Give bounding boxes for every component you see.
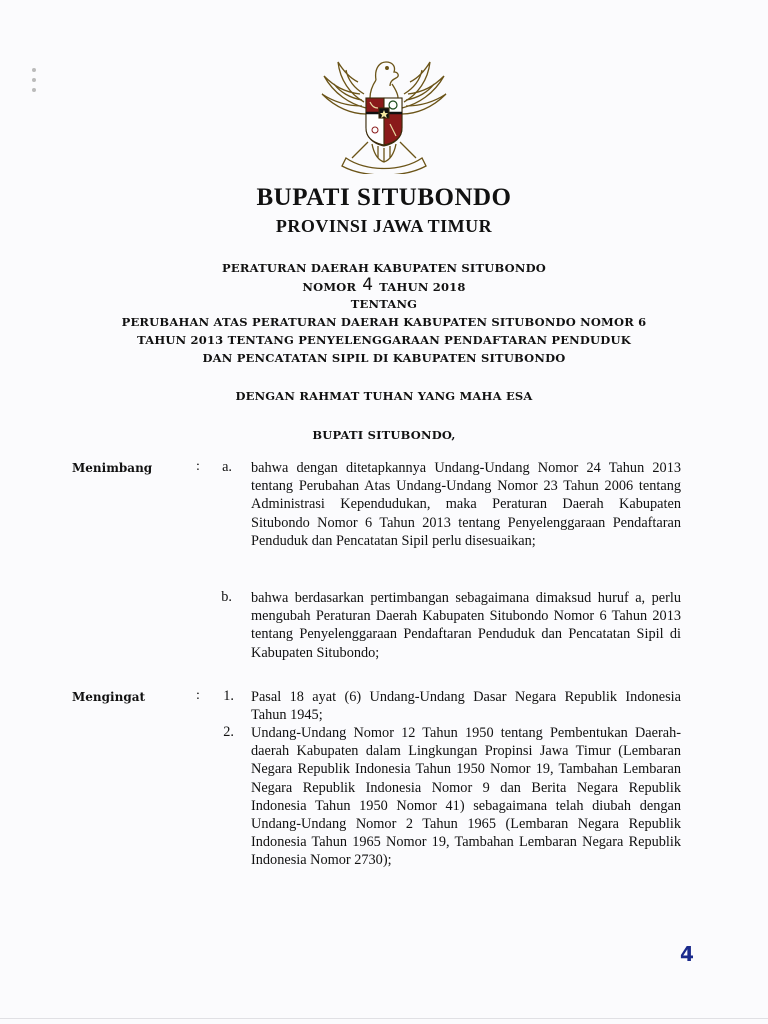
garuda-emblem-icon [316, 50, 452, 174]
menimbang-item-text: bahwa dengan ditetapkannya Undang-Undang Nomor 24 Tahun 2013 tentang Perubahan Atas Undang-Undang Nomor 23 Tahun 2006 tentang Administrasi Kependudukan, maka Peraturan Daerah Kabupaten Situbondo Nomor 6 Tahun 2013 tentang Penyelenggaraan Pendaftaran Penduduk dan Pencatatan Sipil perlu disesuaikan; [251, 460, 681, 549]
regulation-type: PERATURAN DAERAH KABUPATEN SITUBONDO [222, 261, 546, 275]
menimbang-colon: : [196, 459, 200, 474]
subject-line-1: PERUBAHAN ATAS PERATURAN DAERAH KABUPATEN SITUBONDO NOMOR 6 [121, 315, 647, 329]
menimbang-label: Menimbang [72, 461, 153, 475]
page-edge [0, 1018, 768, 1019]
mengingat-item-text: Undang-Undang Nomor 12 Tahun 1950 tentang Pembentukan Daerah-daerah Kabupaten dalam Lingkungan Propinsi Jawa Timur (Lembaran Negara Republik Indonesia Tahun 1950 Nomor 19, Tambahan Lembaran Negara Republik Indonesia Nomor 9 dan Berita Negara Republik Indonesia Tahun 1950 Nomor 41) sebagaimana telah diubah dengan Undang-Undang Nomor 2 Tahun 1965 (Lembaran Negara Republik Indonesia Tahun 1965 Nomor 19, Tambahan Lembaran Negara Republik Indonesia Nomor 2730); [251, 725, 681, 869]
mengingat-item-text: Pasal 18 ayat (6) Undang-Undang Dasar Negara Republik Indonesia Tahun 1945; [251, 689, 681, 724]
province-title: PROVINSI JAWA TIMUR [275, 216, 493, 236]
nomor-label: NOMOR [302, 280, 357, 294]
mengingat-item-marker: 1. [223, 688, 234, 704]
tentang-label: TENTANG [350, 297, 418, 311]
authority: BUPATI SITUBONDO, [312, 428, 456, 442]
menimbang-item-text: bahwa berdasarkan pertimbangan sebagaimana dimaksud huruf a, perlu mengubah Peraturan Daerah Kabupaten Situbondo Nomor 6 Tahun 2013 tentang Penyelenggaraan Pendaftaran Penduduk dan Pencatatan Sipil di Kabupaten Situbondo; [251, 590, 681, 661]
nomor-value: 4 [362, 275, 374, 295]
mengingat-colon: : [196, 688, 200, 703]
tahun-label: TAHUN 2018 [379, 280, 466, 294]
office-title: BUPATI SITUBONDO [256, 184, 512, 211]
page-mark: 4 [680, 942, 694, 966]
menimbang-item-marker: b. [221, 589, 232, 605]
mengingat-item-marker: 2. [223, 724, 234, 740]
subject-line-3: DAN PENCATATAN SIPIL DI KABUPATEN SITUBONDO [202, 351, 566, 365]
regulation-number [0, 277, 768, 296]
menimbang-item-marker: a. [222, 459, 232, 475]
punch-marks [32, 62, 36, 98]
preamble: DENGAN RAHMAT TUHAN YANG MAHA ESA [235, 389, 533, 403]
subject-line-2: TAHUN 2013 TENTANG PENYELENGGARAAN PENDAFTARAN PENDUDUK [137, 333, 631, 347]
mengingat-label: Mengingat [72, 690, 146, 704]
